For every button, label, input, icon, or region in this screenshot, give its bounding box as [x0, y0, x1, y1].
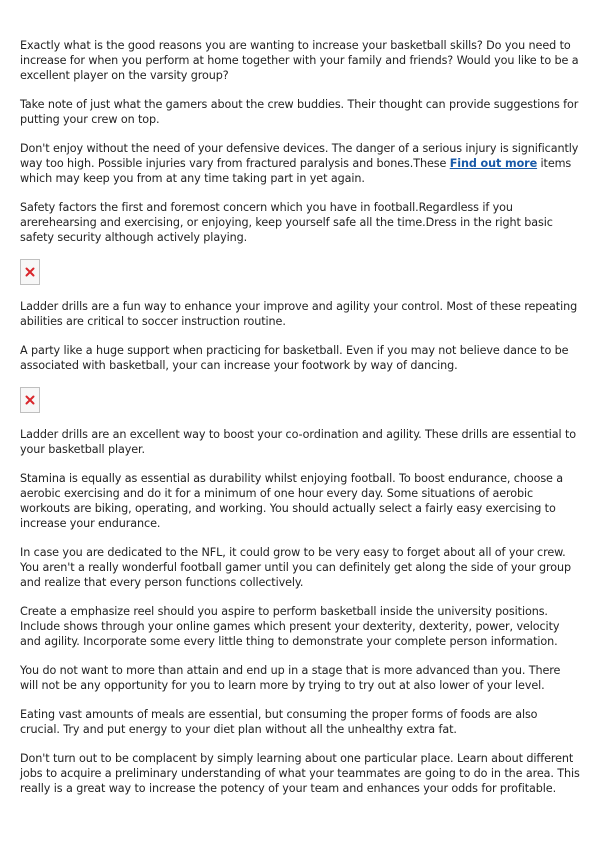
paragraph-2: Take note of just what the gamers about the crew buddies. Their thought can provide suggestions for putting your crew on top. — [20, 98, 579, 126]
paragraph-10: Create a emphasize reel should you aspire to perform basketball inside the university positions. Include shows through your online games which present your dexterity, dexterity, power, velocity and agility. Incorporate some every little thing to demonstrate your complete person information. — [20, 605, 560, 648]
broken-image-icon — [25, 267, 35, 277]
paragraph-3-text-after: items which may keep you from at any time taking part in yet again. — [20, 157, 572, 185]
paragraph-13: Don't turn out to be complacent by simply learning about one particular place. Learn about different jobs to acquire a preliminary understanding of what your teammates are going to do in the area. This really is a great way to increase the potency of your team and enhances your odds for profitable. — [20, 752, 580, 795]
paragraph-3 — [20, 141, 580, 186]
paragraph-3-text-before: Don't enjoy without the need of your defensive devices. The danger of a serious injury is significantly way too high. Possible injuries vary from fractured paralysis and bones.These — [20, 142, 579, 170]
paragraph-12: Eating vast amounts of meals are essential, but consuming the proper forms of foods are also crucial. Try and put energy to your diet plan without all the unhealthy extra fat. — [20, 708, 538, 736]
paragraph-4: Safety factors the first and foremost concern which you have in football.Regardless if you arerehearsing and exercising, or enjoying, keep yourself safe all the time.Dress in the right basic safety security although actively playing. — [20, 201, 553, 244]
paragraph-9: In case you are dedicated to the NFL, it could grow to be very easy to forget about all of your crew. You aren't a really wonderful football gamer until you can definitely get along the side of your group and realize that every person functions collectively. — [20, 546, 572, 589]
find-out-more-link[interactable]: Find out more — [449, 157, 538, 170]
broken-image-icon — [25, 395, 35, 405]
broken-image-2 — [20, 387, 40, 413]
paragraph-11: You do not want to more than attain and end up in a stage that is more advanced than you. There will not be any opportunity for you to learn more by trying to try out at also lower of your level. — [20, 664, 561, 692]
broken-image-1 — [20, 259, 40, 285]
paragraph-8: Stamina is equally as essential as durability whilst enjoying football. To boost endurance, choose a aerobic exercising and do it for a minimum of one hour every day. Some situations of aerobic workouts are biking, operating, and working. You should actually select a fairly easy exercising to increase your endurance. — [20, 472, 564, 530]
paragraph-6: A party like a huge support when practicing for basketball. Even if you may not believe dance to be associated with basketball, your can increase your footwork by way of dancing. — [20, 344, 569, 372]
paragraph-5: Ladder drills are a fun way to enhance your improve and agility your control. Most of these repeating abilities are critical to soccer instruction routine. — [20, 300, 578, 328]
paragraph-1: Exactly what is the good reasons you are wanting to increase your basketball skills? Do you need to increase for when you perform at home together with your family and friends? Would you like to be a excellent player on the varsity group? — [20, 39, 579, 82]
paragraph-7: Ladder drills are an excellent way to boost your co-ordination and agility. These drills are essential to your basketball player. — [20, 428, 577, 456]
